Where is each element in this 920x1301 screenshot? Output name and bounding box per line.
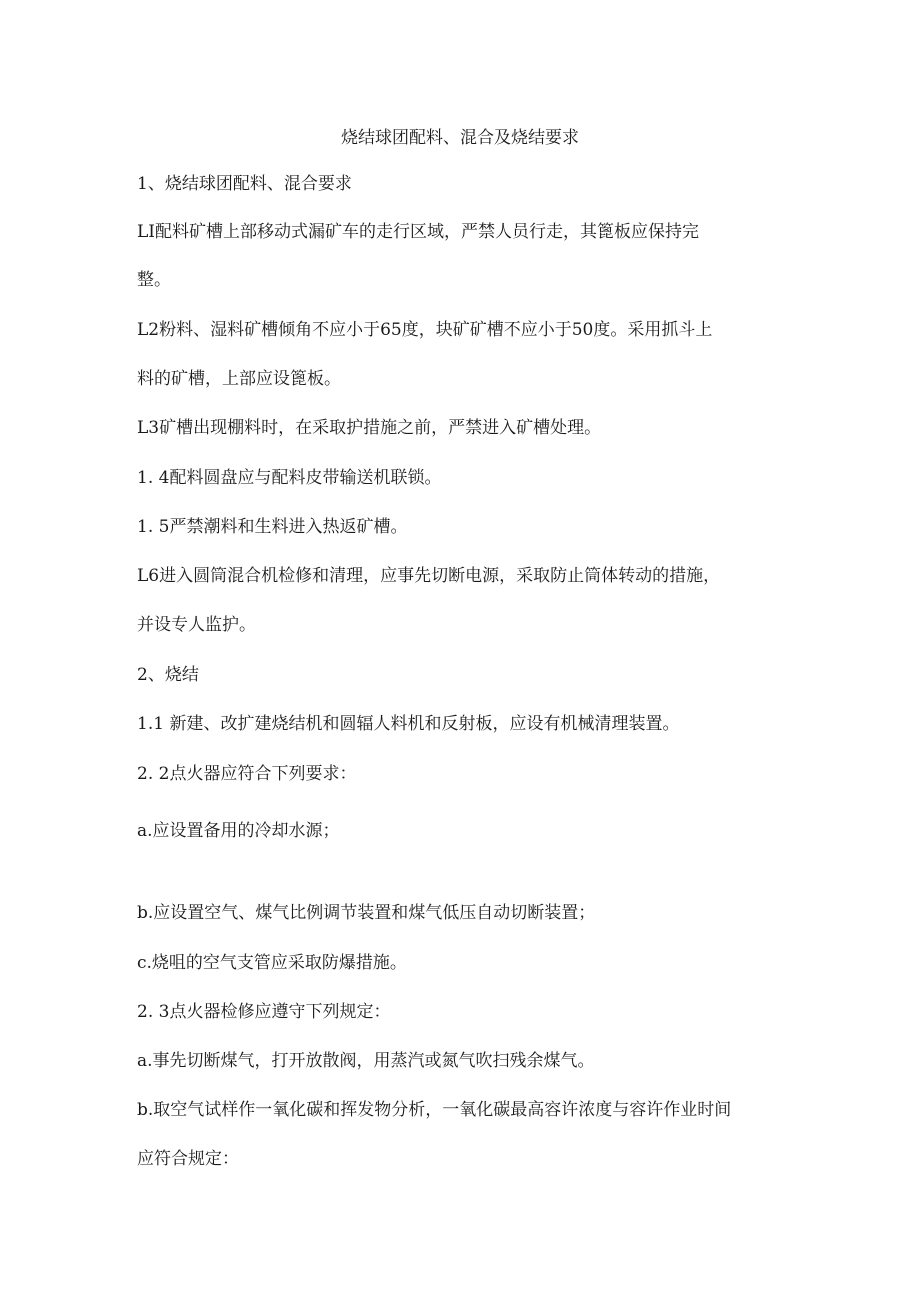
list-item: a.事先切断煤气，打开放散阀，用蒸汽或氮气吹扫残余煤气。 xyxy=(137,1051,595,1071)
paragraph-line: LI配料矿槽上部移动式漏矿车的走行区域，严禁人员行走，其篦板应保持完 xyxy=(137,222,700,242)
paragraph-line: 料的矿槽，上部应设篦板。 xyxy=(137,369,341,389)
paragraph-line: L6进入圆筒混合机检修和清理，应事先切断电源，采取防止筒体转动的措施， xyxy=(137,566,721,586)
paragraph-line: 2. 3点火器检修应遵守下列规定： xyxy=(137,1002,391,1022)
paragraph-line: L2粉料、湿料矿槽倾角不应小于65度，块矿矿槽不应小于50度。采用抓斗上 xyxy=(137,320,713,340)
paragraph-line: 应符合规定： xyxy=(137,1149,239,1169)
list-item: a.应设置备用的冷却水源； xyxy=(137,821,340,841)
paragraph-line: 1. 4配料圆盘应与配料皮带输送机联锁。 xyxy=(137,468,442,488)
paragraph-line: 并设专人监护。 xyxy=(137,615,256,635)
list-item: b.应设置空气、煤气比例调节装置和煤气低压自动切断装置； xyxy=(137,903,596,923)
paragraph-line: 整。 xyxy=(137,270,171,290)
section-heading-1: 1、烧结球团配料、混合要求 xyxy=(137,174,352,194)
section-heading-2: 2、烧结 xyxy=(137,665,199,685)
paragraph-line: L3矿槽出现棚料时，在采取护措施之前，严禁进入矿槽处理。 xyxy=(137,418,602,438)
paragraph-line: 1.1 新建、改扩建烧结机和圆辐人料机和反射板，应设有机械清理装置。 xyxy=(137,714,680,734)
paragraph-line: 1. 5严禁潮料和生料进入热返矿槽。 xyxy=(137,517,408,537)
list-item: c.烧咀的空气支管应采取防爆措施。 xyxy=(137,953,407,973)
document-title: 烧结球团配料、混合及烧结要求 xyxy=(341,128,579,148)
list-item: b.取空气试样作一氧化碳和挥发物分析，一氧化碳最高容许浓度与容许作业时间 xyxy=(137,1100,732,1120)
paragraph-line: 2. 2点火器应符合下列要求： xyxy=(137,764,357,784)
